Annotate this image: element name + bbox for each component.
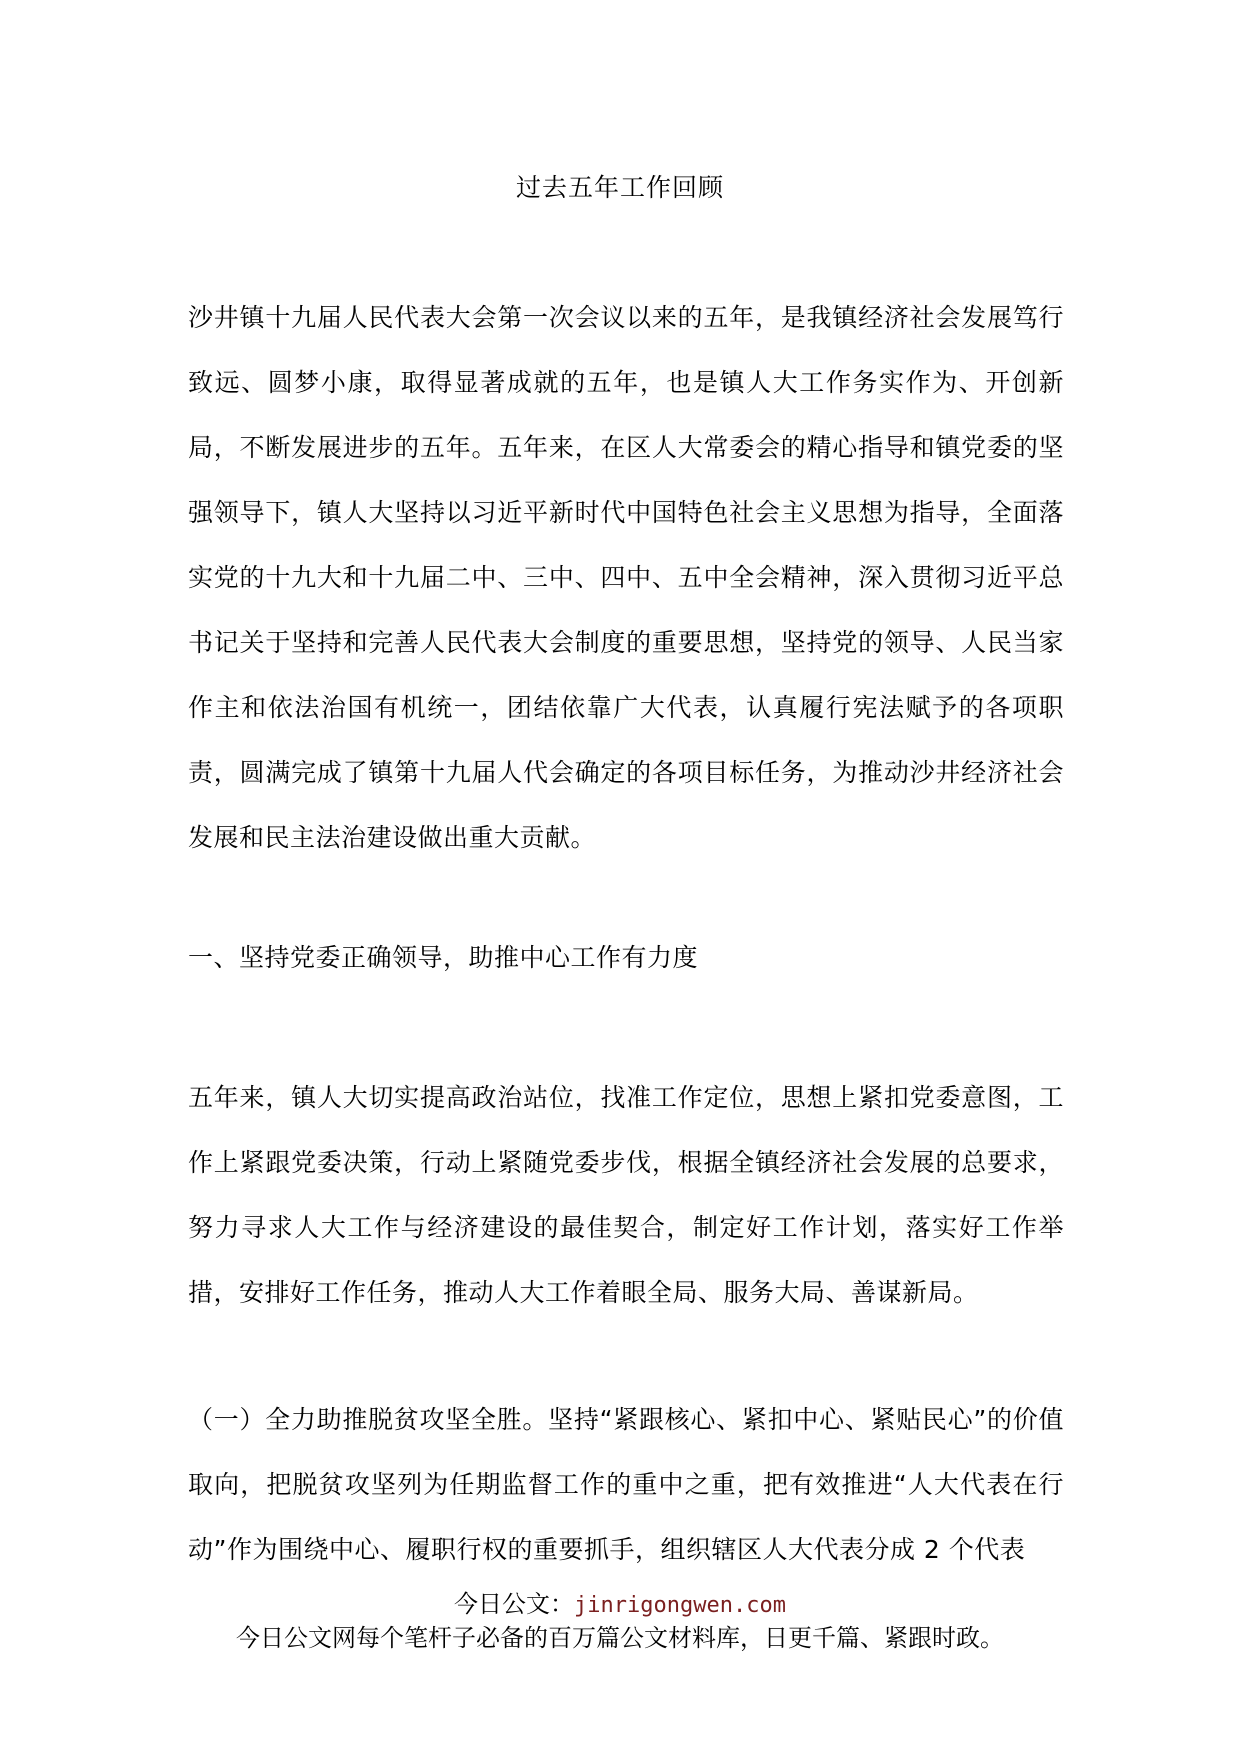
paragraph-subsection-1: （一）全力助推脱贫攻坚全胜。坚持“紧跟核心、紧扣中心、紧贴民心”的价值取向，把脱贫攻坚列为任期监督工作的重中之重，把有效推进“人大代表在行动”作为围绕中心、履职行权的重要抓手，组织辖区人大代表分成 2 个代表 [188, 1405, 1064, 1564]
paragraph-section-1: 五年来，镇人大切实提高政治站位，找准工作定位，思想上紧扣党委意图，工作上紧跟党委决策，行动上紧随党委步伐，根据全镇经济社会发展的总要求，努力寻求人大工作与经济建设的最佳契合，制定好工作计划，落实好工作举措，安排好工作任务，推动人大工作着眼全局、服务大局、善谋新局。 [188, 1083, 1064, 1307]
footer-tagline: 今日公文网每个笔杆子必备的百万篇公文材料库，日更千篇、紧跟时政。 [236, 1624, 1004, 1652]
document-title: 过去五年工作回顾 [515, 173, 724, 202]
paragraph-intro: 沙井镇十九届人民代表大会第一次会议以来的五年，是我镇经济社会发展笃行致远、圆梦小康，取得显著成就的五年，也是镇人大工作务实作为、开创新局，不断发展进步的五年。五年来，在区人大常委会的精心指导和镇党委的坚强领导下，镇人大坚持以习近平新时代中国特色社会主义思想为指导，全面落实党的十九大和十九届二中、三中、四中、五中全会精神，深入贯彻习近平总书记关于坚持和完善人民代表大会制度的重要思想，坚持党的领导、人民当家作主和依法治国有机统一，团结依靠广大代表，认真履行宪法赋予的各项职责，圆满完成了镇第十九届人代会确定的各项目标任务，为推动沙井经济社会发展和民主法治建设做出重大贡献。 [188, 303, 1064, 852]
footer-source-line [0, 1587, 1240, 1623]
section-heading-1: 一、坚持党委正确领导，助推中心工作有力度 [188, 943, 699, 972]
footer-label: 今日公文： [454, 1590, 575, 1618]
footer-url-link[interactable]: jinrigongwen.com [574, 1593, 786, 1618]
